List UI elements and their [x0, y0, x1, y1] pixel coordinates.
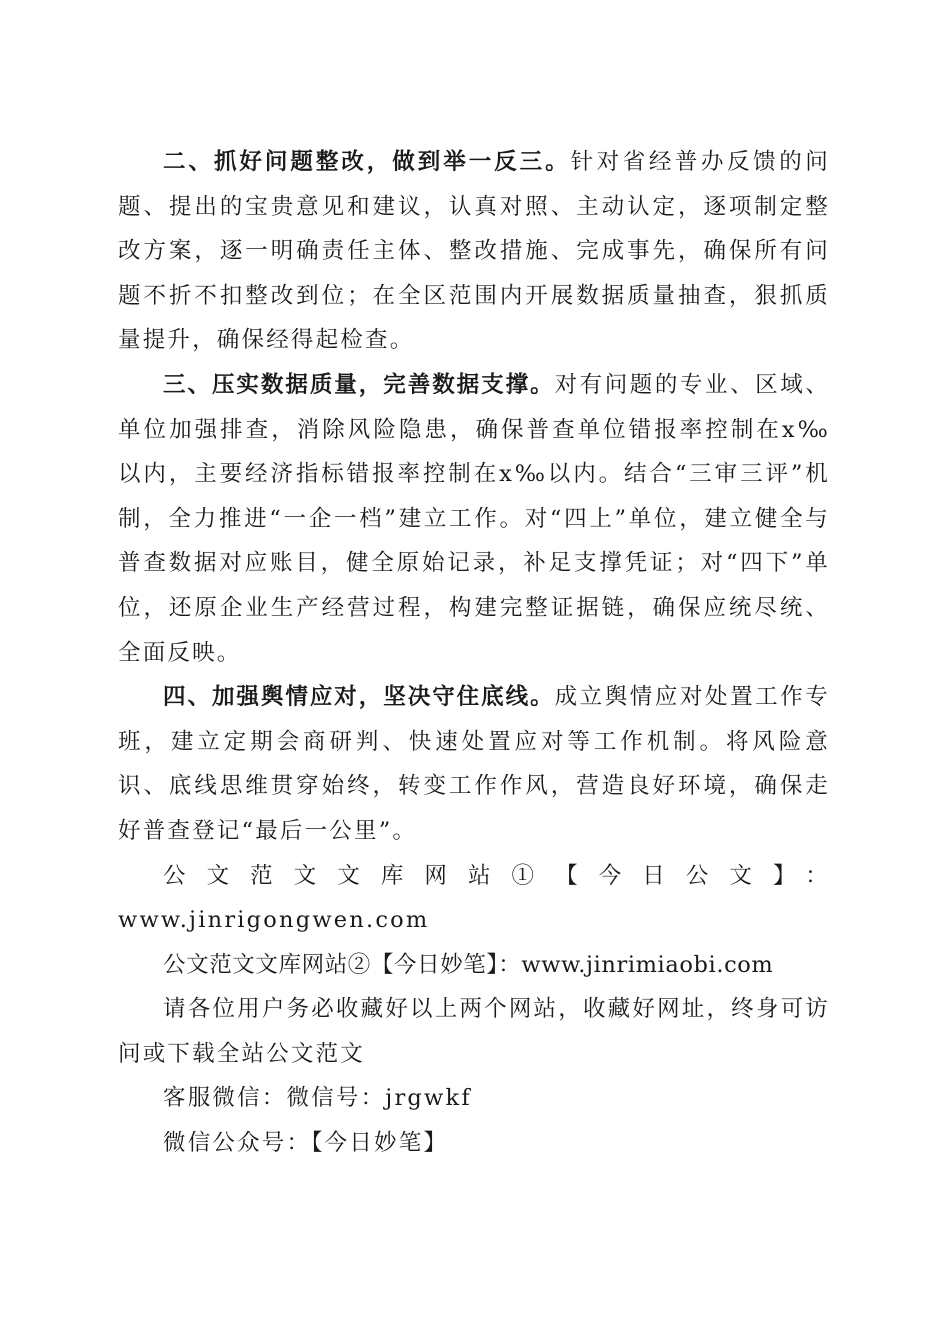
document-page	[118, 140, 830, 1166]
wechat-service: 客服微信：微信号：jrgwkf	[163, 1085, 472, 1112]
paragraph-body: 针对省经普办反馈的问题、提出的宝贵意见和建议，认真对照、主动认定，逐项制定整改方案，逐一明确责任主体、整改措施、完成事先，确保所有问题不折不扣整改到位；在全区范围内开展数据质量抽查，狠抓质量提升，确保经得起检查。	[118, 149, 830, 354]
paragraph-heading: 四、加强舆情应对，坚决守住底线。	[163, 684, 555, 711]
paragraph-heading: 三、压实数据质量，完善数据支撑。	[163, 371, 555, 398]
paragraph-body: 对有问题的专业、区域、单位加强排查，消除风险隐患，确保普查单位错报率控制在x‰以内，主要经济指标错报率控制在x‰以内。结合“三审三评”机制，全力推进“一企一档”建立工作。对“四上”单位，建立健全与普查数据对应账目，健全原始记录，补足支撑凭证；对“四下”单位，还原企业生产经营过程，构建完整证据链，确保应统尽统、全面反映。	[118, 371, 830, 666]
paragraph-public-opinion	[118, 675, 830, 853]
notice-text: 请各位用户务必收藏好以上两个网站，收藏好网址，终身可访问或下载全站公文范文	[118, 996, 830, 1067]
paragraph-heading: 二、抓好问题整改，做到举一反三。	[163, 149, 571, 175]
site1-label: 公文范文文库网站①【今日公文】：	[163, 862, 830, 889]
paragraph-rectification	[118, 140, 830, 363]
paragraph-body: 成立舆情应对处置工作专班，建立定期会商研判、快速处置应对等工作机制。将风险意识、底线思维贯穿始终，转变工作作风，营造良好环境，确保走好普查登记“最后一公里”。	[118, 684, 830, 844]
site2-line: 公文范文文库网站②【今日妙笔】：www.jinrimiaobi.com	[163, 951, 774, 978]
paragraph-data-quality	[118, 363, 830, 675]
wechat-public: 微信公众号：【今日妙笔】	[163, 1130, 449, 1157]
site1-url: www.jinrigongwen.com	[118, 907, 430, 934]
